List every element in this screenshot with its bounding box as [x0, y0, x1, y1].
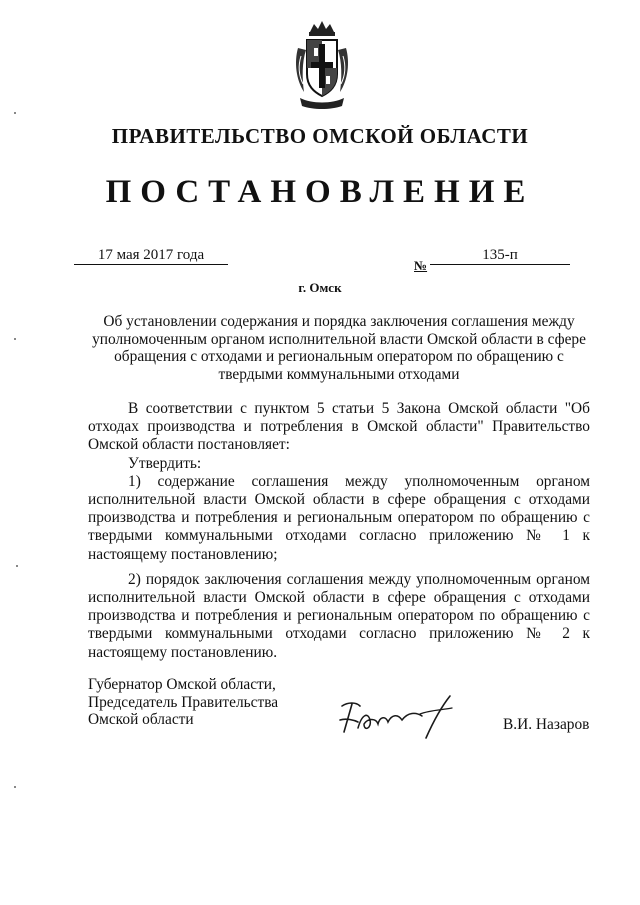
scan-speck [14, 338, 16, 340]
document-type-title: ПОСТАНОВЛЕНИЕ [105, 174, 535, 210]
government-title: ПРАВИТЕЛЬСТВО ОМСКОЙ ОБЛАСТИ [111, 124, 529, 148]
document-number: 135-п [430, 246, 570, 265]
signatory-name: В.И. Назаров [503, 716, 590, 733]
coat-of-arms-icon [292, 18, 352, 110]
signatory-title [88, 676, 278, 729]
document-date: 17 мая 2017 года [74, 246, 228, 265]
scan-speck [14, 112, 16, 114]
handwritten-signature-icon [334, 692, 458, 740]
item-1-paragraph: 1) содержание соглашения между уполномоченным органом исполнительной власти Омской области в сфере обращения с отходами производства и потребления и региональным оператором по обращению с твердыми коммунальными отходами согласно приложению № 1 к настоящему постановлению; [88, 472, 590, 563]
signatory-line-3: Омской области [88, 711, 194, 728]
scan-speck [16, 565, 18, 567]
document-city: г. Омск [298, 280, 342, 295]
item-2-paragraph: 2) порядок заключения соглашения между уполномоченным органом исполнительной власти Омской области в сфере обращения с отходами производства и потребления и региональным оператором по обращению с твердыми коммунальными отходами согласно приложению № 2 к настоящему постановлению. [88, 570, 590, 661]
number-label: № [414, 258, 428, 273]
signatory-line-2: Председатель Правительства [88, 693, 279, 711]
signatory-line-1: Губернатор Омской области, [88, 676, 276, 693]
preamble-paragraph: В соответствии с пунктом 5 статьи 5 Закона Омской области "Об отходах производства и потребления в Омской области" Правительство Омской области постановляет: [88, 400, 590, 454]
document-body [88, 400, 590, 662]
approve-paragraph: Утвердить: [128, 454, 202, 472]
scan-speck [14, 786, 16, 788]
document-subject: Об установлении содержания и порядка заключения соглашения между уполномоченным органом исполнительной власти Омской области в сфере обращения с отходами и региональным оператором по обращению с твердыми коммунальными отходами [92, 313, 586, 383]
